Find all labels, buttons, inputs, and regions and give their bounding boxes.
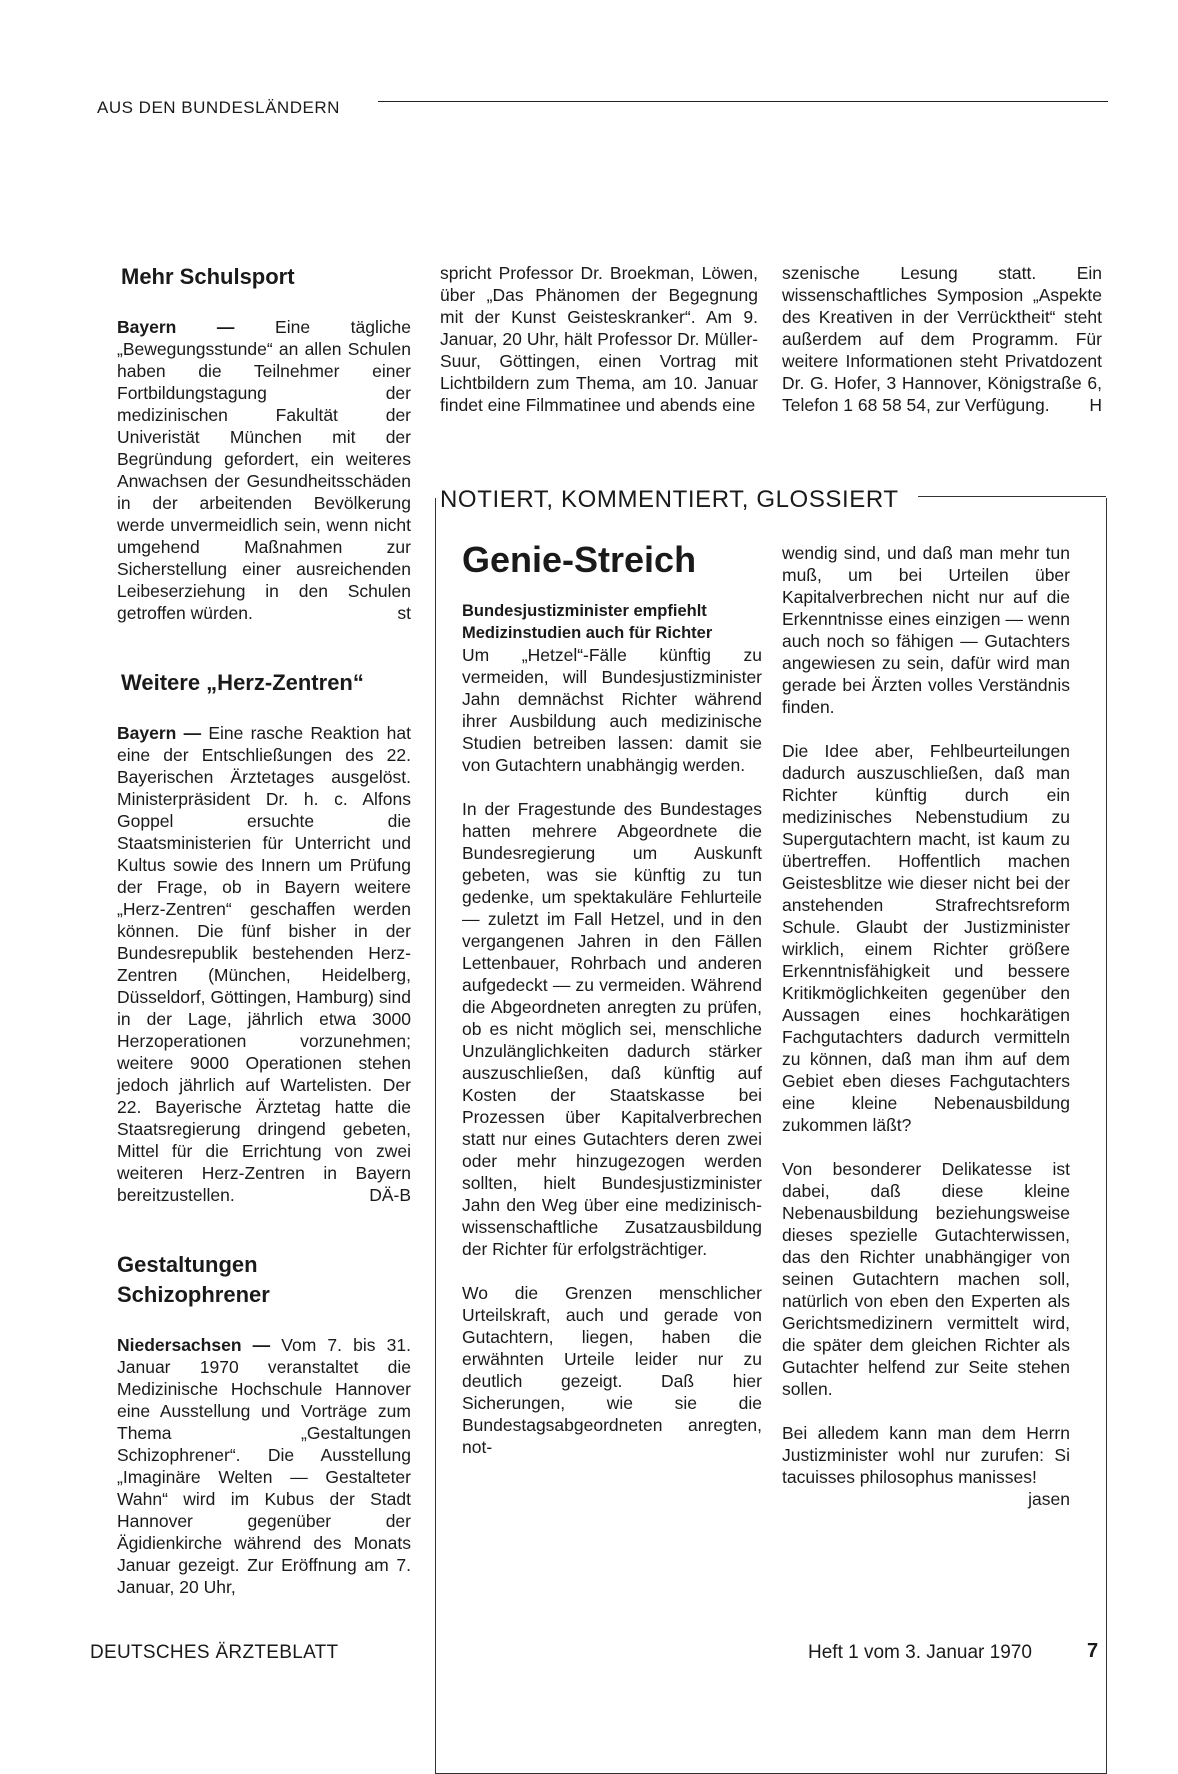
right-column-top (782, 262, 1102, 416)
article-text-schizo: Vom 7. bis 31. Januar 1970 veranstaltet die Medizinische Hochschule Hannover eine Ausstellung und Vorträge zum Thema „Gestaltungen Schizophrener“. Die Ausstellung „Imaginäre Welten — Gestalteter Wahn“ wird im Kubus der Stadt Hannover gegenüber der Ägidienkirche während des Monats Januar gezeigt. Zur Eröffnung am 7. Januar, 20 Uhr, (117, 1335, 411, 1597)
article-text-schizo-col3: szenische Lesung statt. Ein wissenschaftliches Symposion „Aspekte des Kreativen in der Verrücktheit“ steht außerdem auf dem Programm. Für weitere Informationen steht Privatdozent Dr. G. Hofer, 3 Hannover, Königstraße 6, Telefon 1 68 58 54, zur Verfügung. (782, 263, 1102, 415)
article-title-schizo-line1: Gestaltungen (117, 1252, 258, 1277)
article-title-schulsport: Mehr Schulsport (121, 264, 295, 289)
article-title-schizo (117, 1250, 411, 1310)
footer-issue: Heft 1 vom 3. Januar 1970 (808, 1642, 1032, 1663)
footer-publication: DEUTSCHES ÄRZTEBLATT (90, 1642, 339, 1663)
article-cont-schizo-col2: spricht Professor Dr. Broekman, Löwen, über „Das Phänomen der Begegnung mit der Kunst Geisteskranker“. Am 9. Januar, 20 Uhr, hält Professor Dr. Müller-Suur, Göttingen, einen Vortrag mit Lichtbildern zum Thema, am 10. Januar findet eine Filmmatinee und abends eine (440, 263, 758, 415)
article-signature-schulsport: st (397, 603, 411, 623)
article-title-herz: Weitere „Herz-Zentren“ (121, 670, 364, 695)
article-lead-schizo: Niedersachsen — (117, 1335, 271, 1355)
left-column (117, 262, 411, 1598)
box-col1-para-3: Wo die Grenzen menschlicher Urteilskraft, auch und gerade von Gutachtern, liegen, haben die erwähnten Urteile leider nur zu deutlich gezeigt. Daß hier Sicherungen, wie sie die Bundestagsabgeordneten anregten, not- (462, 1283, 762, 1457)
article-body-schizo (117, 1334, 411, 1598)
section-header: AUS DEN BUNDESLÄNDERN (97, 98, 340, 117)
box-col2-para-4 (782, 1422, 1070, 1509)
article-cont-schizo-col3 (782, 262, 1102, 416)
middle-column-top (440, 262, 758, 416)
box-article-title: Genie-Streich (462, 539, 697, 580)
commentary-box-rule (918, 496, 1106, 497)
box-col1-para-1: Um „Hetzel“-Fälle künftig zu vermeiden, will Bundesjustizminister Jahn demnächst Richter während ihrer Ausbildung auch medizinische Studien betreiben lassen: damit sie von Gutachtern unabhängig werden. (462, 645, 762, 775)
header-rule (378, 101, 1108, 102)
box-col2-para-3: Von besonderer Delikatesse ist dabei, daß diese kleine Nebenausbildung beziehungsweise dieses spezielle Gutachterwissen, das den Richter unabhängiger von seinen Gutachtern machen soll, natürlich von eben den Experten als Gerichtsmedizinern vermittelt wird, die später dem gleichen Richter als Gutachter helfend zur Seite stehen sollen. (782, 1159, 1070, 1399)
article-signature-schizo: H (1089, 395, 1102, 415)
article-lead-schulsport: Bayern — (117, 317, 235, 337)
box-column-right (782, 542, 1070, 1510)
article-body-herz (117, 722, 411, 1206)
box-column-left (462, 538, 762, 1458)
article-title-schizo-line2: Schizophrener (117, 1282, 270, 1307)
article-lead-herz: Bayern — (117, 723, 202, 743)
commentary-box-heading: NOTIERT, KOMMENTIERT, GLOSSIERT (440, 486, 911, 514)
box-col2-para-1: wendig sind, und daß man mehr tun muß, um bei Urteilen über Kapitalverbrechen nicht nur auf die Erkenntnisse eines einzigen — wenn auch noch so fähigen — Gutachters angewiesen zu sein, dafür wird man gerade bei Ärzten volles Verständnis finden. (782, 543, 1070, 717)
box-signature: jasen (1028, 1489, 1070, 1509)
article-text-schulsport: Eine tägliche „Bewegungsstunde“ an allen Schulen haben die Teilnehmer einer Fortbildungstagung der medizinischen Fakultät der Univeristät München mit der Begründung gefordert, ein weiteres Anwachsen der Gesundheitsschäden in der arbeitenden Bevölkerung werde unvermeidlich sein, wenn nicht umgehend Maßnahmen zur Sicherstellung einer ausreichenden Leibeserziehung in den Schulen getroffen würden. (117, 317, 411, 623)
article-text-herz: Eine rasche Reaktion hat eine der Entschließungen des 22. Bayerischen Ärztetages ausgelöst. Ministerpräsident Dr. h. c. Alfons Goppel ersuchte die Staatsministerien für Unterricht und Kultus sowie des Innern um Prüfung der Frage, ob in Bayern weitere „Herz-Zentren“ geschaffen werden können. Die fünf bisher in der Bundesrepublik bestehenden Herz-Zentren (München, Heidelberg, Düsseldorf, Göttingen, Hamburg) sind in der Lage, jährlich etwa 3000 Herzoperationen vorzunehmen; weitere 9000 Operationen stehen jedoch jährlich auf Wartelisten. Der 22. Bayerische Ärztetag hatte die Staatsregierung dringend gebeten, Mittel für die Errichtung von zwei weiteren Herz-Zentren in Bayern bereitzustellen. (117, 723, 411, 1205)
box-col2-para-2: Die Idee aber, Fehlbeurteilungen dadurch auszuschließen, daß man Richter künftig durch ein medizinisches Nebenstudium zu Supergutachtern macht, ist kaum zu übertreffen. Hoffentlich machen Geistesblitze wie dieser nicht bei der anstehenden Strafrechtsreform Schule. Glaubt der Justizminister wirklich, einem Richter größere Erkenntnisfähigkeit und bessere Kritikmöglichkeiten gegenüber den Aussagen eines hochkarätigen Fachgutachters dadurch vermitteln zu können, daß man ihm auf dem Gebiet eben dieses Fachgutachters eine kleine Nebenausbildung zukommen läßt? (782, 741, 1070, 1135)
article-signature-herz: DÄ-B (369, 1185, 411, 1205)
box-col1-para-2: In der Fragestunde des Bundestages hatten mehrere Abgeordnete die Bundesregierung um Auskunft gebeten, was sie künftig zu tun gedenke, um spektakuläre Fehlurteile — zuletzt im Fall Hetzel, und in den vergangenen Jahren in den Fällen Lettenbauer, Rohrbach und anderen aufgedeckt — zu vermeiden. Während die Abgeordneten anregten zu prüfen, ob es nicht möglich sei, menschliche Unzulänglichkeiten dadurch stärker auszuschließen, daß künftig auf Kosten der Staatskasse bei Prozessen über Kapitalverbrechen statt nur eines Gutachters deren zwei oder mehr hinzugezogen werden sollten, hielt Bundesjustizminister Jahn den Weg über eine medizinisch-wissenschaftliche Zusatzausbildung der Richter für erfolgsträchtiger. (462, 799, 762, 1259)
box-col2-para-4-text: Bei alledem kann man dem Herrn Justizminister wohl nur zurufen: Si tacuisses philosophus manisses! (782, 1423, 1070, 1487)
article-body-schulsport (117, 316, 411, 624)
box-article-subtitle: Bundesjustizminister empfiehlt Medizinstudien auch für Richter (462, 602, 713, 642)
footer-page-number: 7 (1087, 1640, 1099, 1662)
